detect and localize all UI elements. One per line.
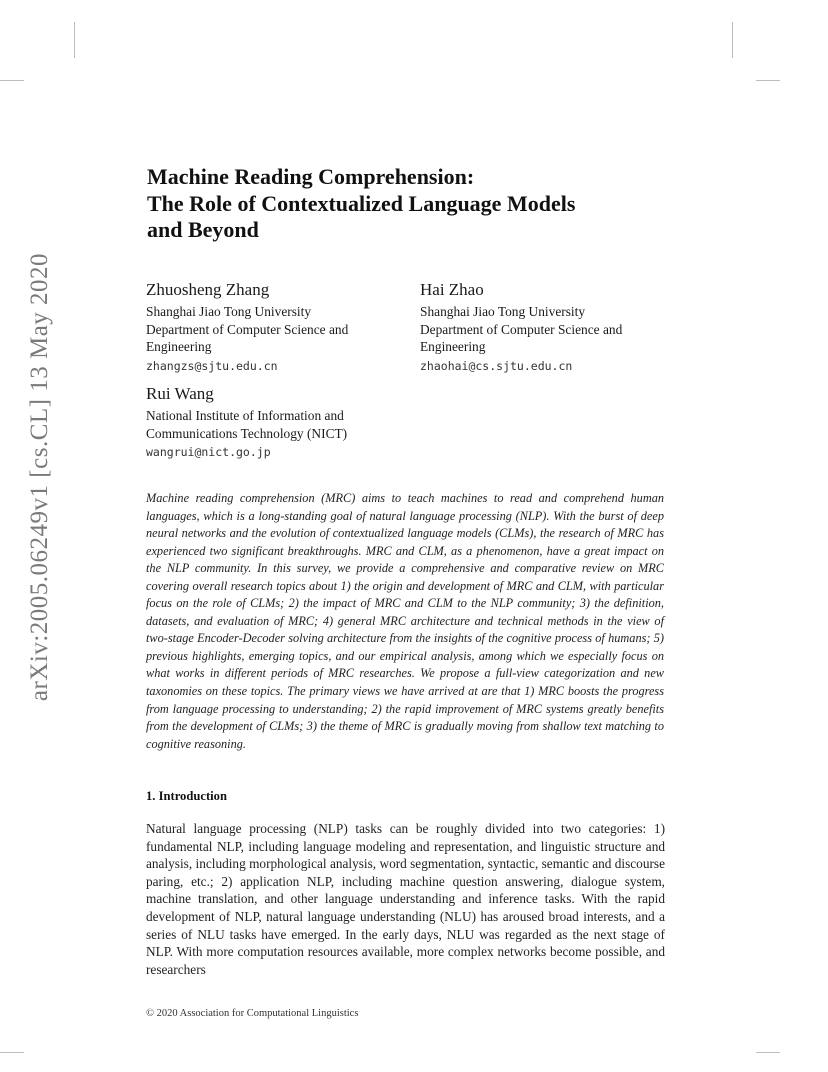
section-body-paragraph: Natural language processing (NLP) tasks can be roughly divided into two categories: 1) fundamental NLP, including language modeling and representation, and linguistic structure and analysis, including morphological analysis, word segmentation, syntactic, semantic and discourse paring, etc.; 2) application NLP, including machine question answering, dialogue system, machine translation, and other language understanding and inference tasks. With the rapid development of NLP, natural language understanding (NLU) has aroused broad interests, and a series of NLU tasks have emerged. In the early days, NLU was regarded as the next stage of NLP. With more computation resources available, more complex networks become possible, and researchers <box>146 821 665 977</box>
author-name: Zhuosheng Zhang <box>146 280 270 299</box>
author-name: Rui Wang <box>146 384 214 403</box>
section-heading: 1. Introduction <box>146 789 227 803</box>
abstract-paragraph: Machine reading comprehension (MRC) aims to teach machines to read and comprehend human languages, which is a long-standing goal of natural language processing (NLP). With the burst of deep neural networks and the evolution of contextualized language models (CLMs), the research of MRC has experienced two significant breakthroughs. MRC and CLM, as a phenomenon, have a great impact on the NLP community. In this survey, we provide a comprehensive and comparative review on MRC covering overall research topics about 1) the origin and development of MRC and CLM, with particular focus on the role of CLMs; 2) the impact of MRC and CLM to the NLP community; 3) the definition, datasets, and evaluation of MRC; 4) general MRC architecture and technical methods in the view of two-stage Encoder-Decoder solving architecture from the insights of the cognitive process of humans; 5) previous highlights, emerging topics, and our empirical analysis, among which we especially focus on what works in different periods of MRC researches. We propose a full-view categorization and new taxonomies on these topics. The primary views we have arrived at are that 1) MRC boosts the progress from language processing to understanding; 2) the rapid improvement of MRC systems greatly benefits from the development of CLMs; 3) the theme of MRC is gradually moving from shallow text matching to cognitive reasoning. <box>146 491 664 751</box>
title-line: and Beyond <box>147 217 259 242</box>
author-affiliation-line: Shanghai Jiao Tong University <box>146 304 312 319</box>
author-affiliation-line: Engineering <box>420 339 486 354</box>
author-affiliation-line: Engineering <box>146 339 212 354</box>
title-line: The Role of Contextualized Language Models <box>147 190 576 216</box>
copyright-footer: © 2020 Association for Computational Linguistics <box>146 1008 359 1019</box>
paper-title <box>147 164 707 244</box>
author-affiliation-line: Communications Technology (NICT) <box>146 425 348 441</box>
crop-mark-top-left <box>74 22 75 58</box>
author-name: Hai Zhao <box>420 280 484 299</box>
author-block-zhao <box>420 279 622 375</box>
crop-mark-top-right <box>732 22 733 58</box>
crop-mark-right-lower <box>756 1052 780 1053</box>
author-email[interactable]: zhaohai@cs.sjtu.edu.cn <box>420 358 573 373</box>
title-line: Machine Reading Comprehension: <box>147 164 475 189</box>
author-email[interactable]: wangrui@nict.go.jp <box>146 445 271 459</box>
crop-mark-left-upper <box>0 80 24 81</box>
author-email[interactable]: zhangzs@sjtu.edu.cn <box>146 358 278 373</box>
author-block-wang <box>146 383 347 461</box>
author-affiliation-line: Shanghai Jiao Tong University <box>420 304 586 319</box>
author-affiliation-line: Department of Computer Science and <box>420 321 623 337</box>
crop-mark-left-lower <box>0 1052 24 1053</box>
author-block-zhang <box>146 279 348 375</box>
arxiv-identifier-text: arXiv:2005.06249v1 [cs.CL] 13 May 2020 <box>26 252 53 702</box>
author-affiliation-line: Department of Computer Science and <box>146 321 349 337</box>
arxiv-identifier <box>20 252 60 702</box>
crop-mark-right-upper <box>756 80 780 81</box>
author-affiliation-line: National Institute of Information and <box>146 408 344 423</box>
